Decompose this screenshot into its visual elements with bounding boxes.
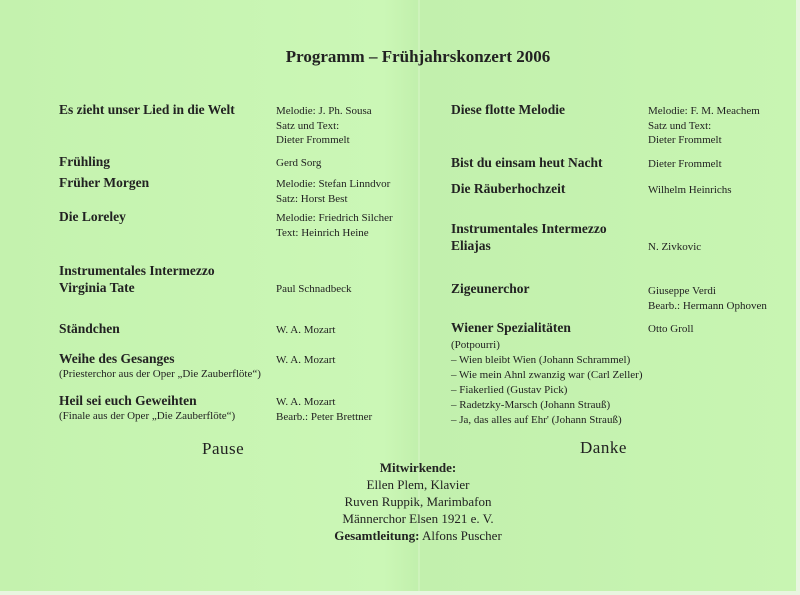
credits-heading: Mitwirkende: (379, 460, 457, 475)
section-heading: Instrumentales Intermezzo (59, 263, 215, 278)
list-item: – Wie mein Ahnl zwanzig war (Carl Zeller) (451, 369, 643, 381)
piece-info: Dieter Frommelt (648, 158, 722, 170)
pause-label: Pause (202, 439, 245, 458)
piece-info: Melodie: F. M. Meachem Satz und Text: Dieter Frommelt (648, 105, 760, 146)
piece-title: Eliajas (451, 238, 491, 253)
piece-info: W. A. Mozart (276, 354, 336, 366)
potpourri-list (451, 338, 642, 428)
piece-title: Es zieht unser Lied in die Welt (59, 102, 235, 117)
piece-info: Otto Groll (648, 323, 694, 335)
piece-subtitle: (Priesterchor aus der Oper „Die Zauberflöte“) (59, 368, 261, 380)
piece-subtitle: (Finale aus der Oper „Die Zauberflöte“) (59, 410, 236, 422)
danke-label: Danke (580, 438, 627, 457)
leader-label: Gesamtleitung: (334, 528, 420, 543)
list-item: – Radetzky-Marsch (Johann Strauß) (451, 399, 611, 411)
piece-info: Paul Schnadbeck (276, 283, 352, 295)
credit-line: Ruven Ruppik, Marimbafon (344, 494, 492, 509)
credit-line: Männerchor Elsen 1921 e. V. (342, 511, 494, 526)
piece-title: Die Räuberhochzeit (451, 181, 566, 196)
credit-line: Ellen Plem, Klavier (366, 477, 470, 492)
piece-info: N. Zivkovic (648, 241, 702, 253)
piece-title: Virginia Tate (59, 280, 135, 295)
piece-title: Heil sei euch Geweihten (59, 393, 197, 408)
paper-edge-bottom (0, 591, 800, 595)
credits (0, 459, 800, 544)
piece-info: Giuseppe Verdi Bearb.: Hermann Ophoven (648, 285, 767, 312)
piece-title: Bist du einsam heut Nacht (451, 155, 603, 170)
piece-title: Wiener Spezialitäten (451, 320, 571, 335)
piece-info: Melodie: Friedrich Silcher Text: Heinrich Heine (276, 212, 393, 239)
piece-info: Gerd Sorg (276, 157, 322, 169)
list-item: – Fiakerlied (Gustav Pick) (451, 384, 568, 396)
piece-title: Die Loreley (59, 209, 126, 224)
piece-info: Melodie: Stefan Linndvor Satz: Horst Best (276, 178, 391, 205)
piece-title: Weihe des Gesanges (59, 351, 175, 366)
piece-info: W. A. Mozart Bearb.: Peter Brettner (276, 396, 373, 423)
potpourri-label: (Potpourri) (451, 339, 500, 351)
leader-name: Alfons Puscher (421, 528, 502, 543)
piece-title: Früher Morgen (59, 175, 150, 190)
piece-title: Ständchen (59, 321, 120, 336)
section-heading: Instrumentales Intermezzo (451, 221, 607, 236)
credit-leader (0, 527, 800, 544)
piece-title: Zigeunerchor (451, 281, 530, 296)
page-title: Programm – Frühjahrskonzert 2006 (285, 47, 551, 66)
piece-info: W. A. Mozart (276, 324, 336, 336)
piece-info: Wilhelm Heinrichs (648, 184, 732, 196)
list-item: – Ja, das alles auf Ehr' (Johann Strauß) (451, 414, 622, 426)
piece-title: Frühling (59, 154, 111, 169)
list-item: – Wien bleibt Wien (Johann Schrammel) (451, 354, 631, 366)
piece-info: Melodie: J. Ph. Sousa Satz und Text: Dieter Frommelt (276, 105, 372, 146)
piece-title: Diese flotte Melodie (451, 102, 565, 117)
